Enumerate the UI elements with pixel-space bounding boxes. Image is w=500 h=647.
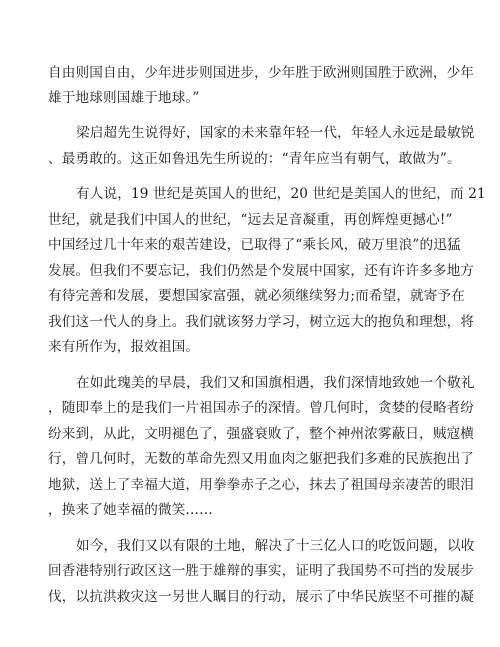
text-line: ，换来了她幸福的微笑…… (48, 502, 213, 518)
text-line: 如今，我们又以有限的土地，解决了十三亿人口的吃饭问题，以收 (76, 538, 475, 554)
text-line: 地狱，送上了幸福大道，用拳拳赤子之心，抹去了祖国母亲凄苦的眼泪 (48, 477, 475, 493)
text-line: 行，曾几何时，无数的革命先烈又用血肉之躯把我们多难的民族抱出了 (48, 451, 475, 467)
text-line: 在如此瑰美的早晨，我们又和国旗相遇，我们深情地致她一个敬礼 (76, 375, 475, 391)
text-line: 纷来到，从此，文明褪色了，强盛衰败了，整个神州浓雾蔽日，贼寇横 (48, 426, 475, 442)
text-line: 自由则国自由，少年进步则国进步，少年胜于欧洲则国胜于欧洲，少年 (48, 65, 475, 81)
text-line: 、最勇敢的。这正如鲁迅先生所说的：“青年应当有朝气，敢做为”。 (48, 151, 461, 167)
text-line: 梁启超先生说得好，国家的未来靠年轻一代，年轻人永远是最敏锐 (76, 125, 475, 141)
text-line: 雄于地球则国雄于地球。” (48, 90, 200, 106)
text-line: 有人说，19 世纪是英国人的世纪，20 世纪是美国人的世纪，而 21 (76, 186, 486, 202)
text-line: 回香港特别行政区这一胜于雄辩的事实，证明了我国势不可挡的发展步 (48, 563, 475, 579)
text-line: ，随即奉上的是我们一片祖国赤子的深情。曾几何时，贪婪的侵略者纷 (48, 400, 475, 416)
text-line: 我们这一代人的身上。我们就该努力学习，树立远大的抱负和理想，将 (48, 314, 475, 330)
text-line: 世纪，就是我们中国人的世纪，“远去足音凝重，再创辉煌更撼心!” (48, 212, 453, 228)
text-line: 中国经过几十年来的艰苦建设，已取得了“乘长风，破万里浪”的迅猛 (48, 237, 461, 253)
text-line: 伐，以抗洪救灾这一另世人瞩目的行动，展示了中华民族坚不可摧的凝 (48, 589, 475, 605)
text-line: 发展。但我们不要忘记，我们仍然是个发展中国家，还有许许多多地方 (48, 263, 475, 279)
text-line: 有待完善和发展，要想国家富强，就必须继续努力;而希望，就寄予在 (48, 288, 466, 304)
text-line: 来有所作为，报效祖国。 (48, 339, 200, 355)
